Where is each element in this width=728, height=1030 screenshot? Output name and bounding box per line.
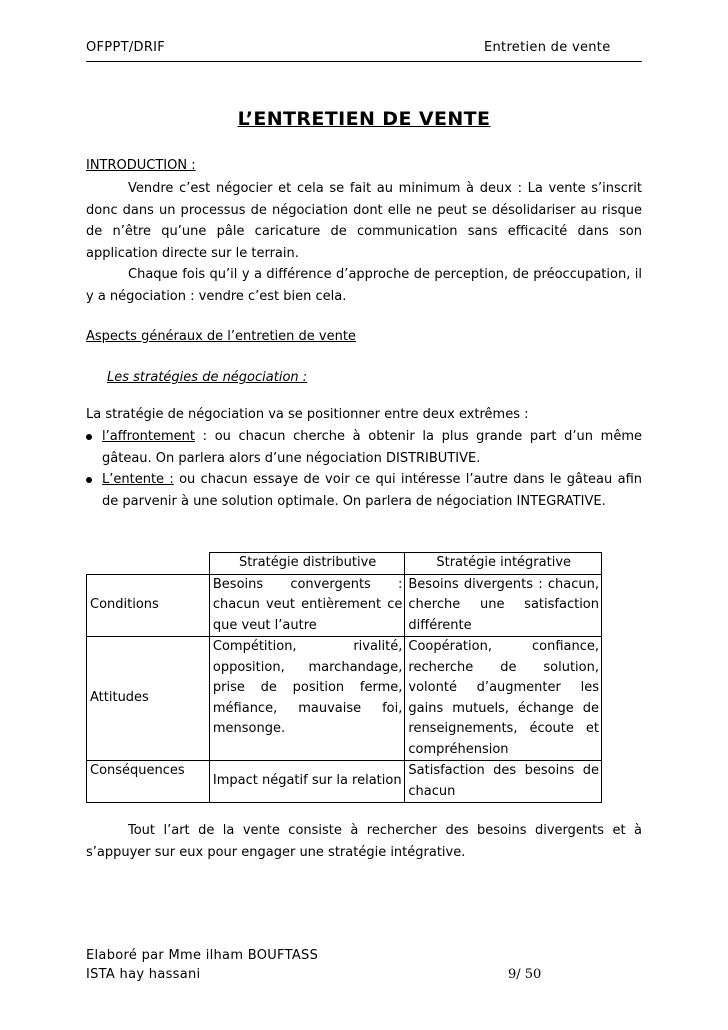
cell-attitudes-integrative: Coopération, confiance, recherche de solution, volonté d’augmenter les gains mutuels, échange de renseignements, écoute et compréhension [405, 637, 602, 761]
row-label-attitudes: Attitudes [87, 637, 210, 761]
strategies-list [86, 426, 642, 512]
column-header-distributive: Stratégie distributive [209, 553, 405, 575]
column-header-integrative: Stratégie intégrative [405, 553, 602, 575]
conclusion-paragraph: Tout l’art de la vente consiste à rechercher des besoins divergents et à s’appuyer sur eux pour engager une stratégie intégrative. [86, 823, 642, 860]
table-row [87, 637, 602, 761]
header-left: OFPPT/DRIF [86, 40, 166, 55]
page-title-text: L’ENTRETIEN DE VENTE [237, 108, 491, 130]
footer-school: ISTA hay hassani [86, 967, 201, 982]
list-item [86, 426, 642, 469]
bullet-term: L’entente : [102, 472, 174, 487]
strategies-intro: La stratégie de négociation va se positionner entre deux extrêmes : [86, 407, 529, 422]
row-label-conditions: Conditions [87, 574, 210, 637]
strategy-table [86, 552, 602, 803]
bullet-icon [86, 434, 92, 440]
footer-author: Elaboré par Mme ilham BOUFTASS [86, 948, 319, 963]
cell-conditions-distributive: Besoins convergents : chacun veut entièrement ce que veut l’autre [209, 574, 405, 637]
strategies-heading: Les stratégies de négociation : [107, 370, 308, 385]
header-rule [86, 61, 642, 62]
bullet-text: ou chacun essaye de voir ce qui intéresse l’autre dans le gâteau afin de parvenir à une solution optimale. On parlera de négociation INTEGRATIVE. [102, 472, 642, 509]
cell-conditions-integrative: Besoins divergents : chacun, cherche une satisfaction différente [405, 574, 602, 637]
bullet-icon [86, 477, 92, 483]
cell-consequences-distributive: Impact négatif sur la relation [209, 761, 405, 803]
introduction-paragraph-2: Chaque fois qu’il y a différence d’approche de perception, de préoccupation, il y a négociation : vendre c’est bien cela. [86, 267, 642, 304]
cell-attitudes-distributive: Compétition, rivalité, opposition, marchandage, prise de position ferme, méfiance, mauvaise foi, mensonge. [209, 637, 405, 761]
table-row [87, 574, 602, 637]
row-label-consequences: Conséquences [87, 761, 210, 803]
table-header-row [87, 553, 602, 575]
table-corner-cell [87, 553, 210, 575]
bullet-text: : ou chacun cherche à obtenir la plus grande part d’un même gâteau. On parlera alors d’une négociation DISTRIBUTIVE. [102, 429, 642, 466]
aspects-heading: Aspects généraux de l’entretien de vente [86, 329, 356, 344]
introduction-heading: INTRODUCTION : [86, 158, 196, 173]
introduction-paragraph-1: Vendre c’est négocier et cela se fait au minimum à deux : La vente s’inscrit donc dans un processus de négociation dont elle ne peut se désolidariser au risque de n’être qu’une pâle caricature de communication sans efficacité dans son application directe sur le terrain. [86, 181, 642, 261]
table-row [87, 761, 602, 803]
header-right: Entretien de vente [484, 40, 611, 55]
cell-consequences-integrative: Satisfaction des besoins de chacun [405, 761, 602, 803]
page-title [86, 108, 642, 130]
footer-page-number: 9/ 50 [508, 967, 542, 982]
list-item [86, 469, 642, 512]
bullet-term: l’affrontement [102, 429, 196, 444]
